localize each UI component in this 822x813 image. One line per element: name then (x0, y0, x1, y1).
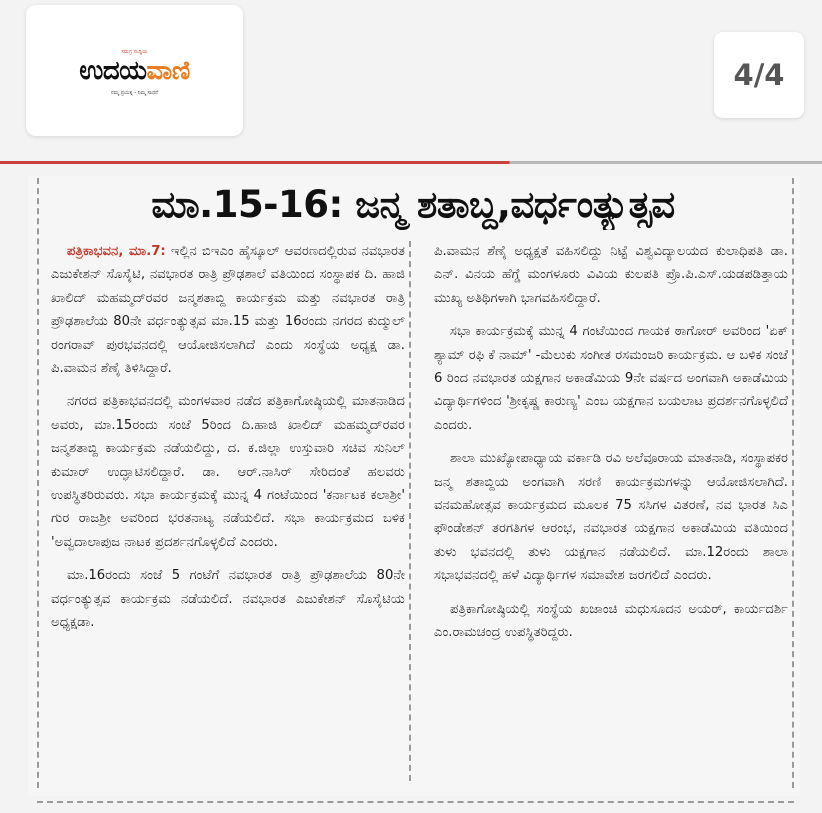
article-headline: ಮಾ.15-16: ಜನ್ಮ ಶತಾಬ್ದ,ವರ್ಧಂತ್ಯುತ್ಸವ (151, 183, 675, 226)
page-indicator[interactable]: 4/4 (714, 32, 804, 118)
paragraph (51, 240, 405, 380)
logo-part1: ಉದಯ (79, 56, 147, 86)
paragraph: ನಗರದ ಪತ್ರಿಕಾಭವನದಲ್ಲಿ ಮಂಗಳವಾರ ನಡೆದ ಪತ್ರಿಕಾಗೋಷ್ಠಿಯಲ್ಲಿ ಮಾತನಾಡಿದ ಅವರು, ಮಾ.15ರಂದು ಸಂಜೆ 5ರಿಂದ ದಿ.ಹಾಜಿ ಖಾಲಿದ್ ಮಹಮ್ಮದ್‌ರವರ ಜನ್ಮಶತಾಬ್ದಿ ಕಾರ್ಯಕ್ರಮ ನಡೆಯಲಿದ್ದು, ದ. ಕ.ಜಿಲ್ಲಾ ಉಸ್ತುವಾರಿ ಸಚಿವ ಸುನಿಲ್ ಕುಮಾರ್ ಉದ್ಘಾಟಿಸಲಿದ್ದಾರೆ. ಡಾ. ಆರ್.ನಾಸಿರ್ ಸೇರಿದಂತೆ ಹಲವರು ಉಪಸ್ಥಿತರಿರುವರು. ಸಭಾ ಕಾರ್ಯಕ್ರಮಕ್ಕೆ ಮುನ್ನ 4 ಗಂಟೆಯಿಂದ 'ಕರ್ನಾಟಕ ಕಲಾಶ್ರೀ' ಗುರ ರಾಜಶ್ರೀ ಅವರಿಂದ ಭರತನಾಟ್ಯ ನಡೆಯಲಿದೆ. ಸಭಾ ಕಾರ್ಯಕ್ರಮದ ಬಳಿಕ 'ಅವ್ವದಾಲಾಪುಜ ನಾಟಕ ಪ್ರದರ್ಶನಗೊಳ್ಳಲಿದೆ ಎಂದರು. (51, 394, 405, 550)
newspaper-logo (26, 5, 243, 136)
paragraph: ಮಾ.16ರಂದು ಸಂಜೆ 5 ಗಂಟೆಗೆ ನವಭಾರತ ರಾತ್ರಿ ಪ್ರೌಢಶಾಲೆಯ 80ನೇ ವರ್ಧಂತ್ಯುತ್ಸವ ಕಾರ್ಯಕ್ರಮ ನಡೆಯಲಿದೆ. ನವಭಾರತ ಎಜುಕೇಶನ್ ಸೊಸೈಟಿಯ ಅಧ್ಯಕ್ಷಡಾ. (51, 568, 405, 631)
logo-part2: ವಾಣಿ (146, 56, 190, 86)
paragraph: ಶಾಲಾ ಮುಖ್ಯೋಪಾಧ್ಯಾಯ ವರ್ಕಾಡಿ ರವಿ ಅಲೆವೂರಾಯ ಮಾತನಾಡಿ, ಸಂಸ್ಥಾಪಕರ ಜನ್ಮ ಶತಾಬ್ದಿಯ ಅಂಗವಾಗಿ ಸರಣಿ ಕಾರ್ಯಕ್ರಮಗಳನ್ನು ಆಯೋಜಿಸಲಾಗಿದೆ. ವನಮಹೋತ್ಸವ ಕಾರ್ಯಕ್ರಮದ ಮೂಲಕ 75 ಸಸಿಗಳ ವಿತರಣೆ, ನವ ಭಾರತ ಸಿಎ ಫೌಂಡೇಶನ್ ತರಗತಿಗಳ ಆರಂಭ, ನವಭಾರತ ಯಕ್ಷಗಾನ ಅಕಾಡೆಮಿಯ ವತಿಯಿಂದ ತುಳು ಭವನದಲ್ಲಿ ತುಳು ಯಕ್ಷಗಾನ ನಡೆಯಲಿದೆ. ಮಾ.12ರಂದು ಶಾಲಾ ಸಭಾಭವನದಲ್ಲಿ ಹಳೆ ವಿದ್ಯಾರ್ಥಿಗಳ ಸಮಾವೇಶ ಜರಗಲಿದೆ ಎಂದರು. (434, 451, 788, 584)
article-dateline: ಪತ್ರಿಕಾಭವನ, ಮಾ.7: (67, 244, 166, 259)
article-body (51, 240, 788, 790)
article-column-1 (51, 240, 405, 790)
clipping-border-bottom (37, 801, 794, 803)
clipping-border-left (37, 178, 39, 788)
paragraph: ಪಿ.ವಾಮನ ಶೆಣೈ ಅಧ್ಯಕ್ಷತೆ ವಹಿಸಲಿದ್ದು ನಿಟ್ಟೆ ವಿಶ್ವವಿದ್ಯಾಲಯದ ಕುಲಾಧಿಪತಿ ಡಾ. ಎನ್. ವಿನಯ ಹೆಗ್ಡೆ ಮಂಗಳೂರು ವಿವಿಯ ಕುಲಪತಿ ಪ್ರೊ.ಪಿ.ಎಸ್.ಯಡಪಡಿತ್ತಾಯ ಮುಖ್ಯ ಅತಿಥಿಗಳಾಗಿ ಭಾಗವಹಿಸಲಿದ್ದಾರೆ. (434, 244, 788, 306)
logo-wordmark (26, 55, 243, 87)
paragraph-text: ಇಲ್ಲಿನ ಬಿಇಎಂ ಹೈಸ್ಕೂಲ್ ಆವರಣದಲ್ಲಿರುವ ನವಭಾರತ ಎಜುಕೇಶನ್ ಸೊಸೈಟಿ, ನವಭಾರತ ರಾತ್ರಿ ಪ್ರೌಢಶಾಲೆ ವತಿಯಿಂದ ಸಂಸ್ಥಾಪಕ ದಿ. ಹಾಜಿ ಖಾಲಿದ್ ಮಹಮ್ಮದ್‌ರವರ ಜನ್ಮಶತಾಬ್ದಿ ಕಾರ್ಯಕ್ರಮ ಮತ್ತು ನವಭಾರತ ರಾತ್ರಿ ಪ್ರೌಢಶಾಲೆಯ 80ನೇ ವರ್ಧಂತ್ಯುತ್ಸವ ಮಾ.15 ಮತ್ತು 16ರಂದು ನಗರದ ಕುದ್ಮುಲ್ ರಂಗರಾವ್ ಪುರಭವನದಲ್ಲಿ ಆಯೋಜಿಸಲಾಗಿದೆ ಎಂದು ಸಂಸ್ಥೆಯ ಅಧ್ಯಕ್ಷ ಡಾ. ಪಿ.ವಾಮನ ಶೆಣೈ ತಿಳಿಸಿದ್ದಾರೆ. (51, 244, 405, 377)
clipping-border-right (792, 178, 794, 788)
paragraph: ಪತ್ರಿಕಾಗೋಷ್ಠಿಯಲ್ಲಿ ಸಂಸ್ಥೆಯ ಖಜಾಂಚಿ ಮಧುಸೂದನ ಅಯರ್, ಕಾರ್ಯದರ್ಶಿ ಎಂ.ರಾಮಚಂದ್ರ ಉಪಸ್ಥಿತರಿದ್ದರು. (434, 601, 788, 641)
logo-subtitle: ನಮ್ಮ ಪ್ರಯತ್ನ - ನಿಮ್ಮ ಸಾಧನೆ (110, 90, 159, 96)
paragraph: ಸಭಾ ಕಾರ್ಯಕ್ರಮಕ್ಕೆ ಮುನ್ನ 4 ಗಂಟೆಯಿಂದ ಗಾಯಕ ಠಾಗೋರ್ ಅವರಿಂದ 'ಏಕ್ ಶ್ಯಾಮ್ ರಫಿ ಕೆ ನಾಮ್' -ಮೆಲುಕು ಸಂಗೀತ ರಸಮಂಜರಿ ಕಾರ್ಯಕ್ರಮ. ಆ ಬಳಿಕ ಸಂಜೆ 6 ರಿಂದ ನವಭಾರತ ಯಕ್ಷಗಾನ ಅಕಾಡೆಮಿಯ 9ನೇ ವರ್ಷದ ಅಂಗವಾಗಿ ಅಕಾಡೆಮಿಯ ವಿದ್ಯಾರ್ಥಿಗಳಿಂದ 'ಶ್ರೀಕೃಷ್ಣ ಕಾರುಣ್ಯ' ಎಂಬ ಯಕ್ಷಗಾನ ಬಯಲಾಟ ಪ್ರದರ್ಶನಗೊಳ್ಳಲಿದೆ ಎಂದರು. (434, 324, 788, 433)
header-divider (0, 161, 822, 164)
logo-tagline: ಸಮಗ್ರ ಸುದ್ದಿಯ (121, 49, 148, 55)
article-column-2 (434, 240, 788, 790)
